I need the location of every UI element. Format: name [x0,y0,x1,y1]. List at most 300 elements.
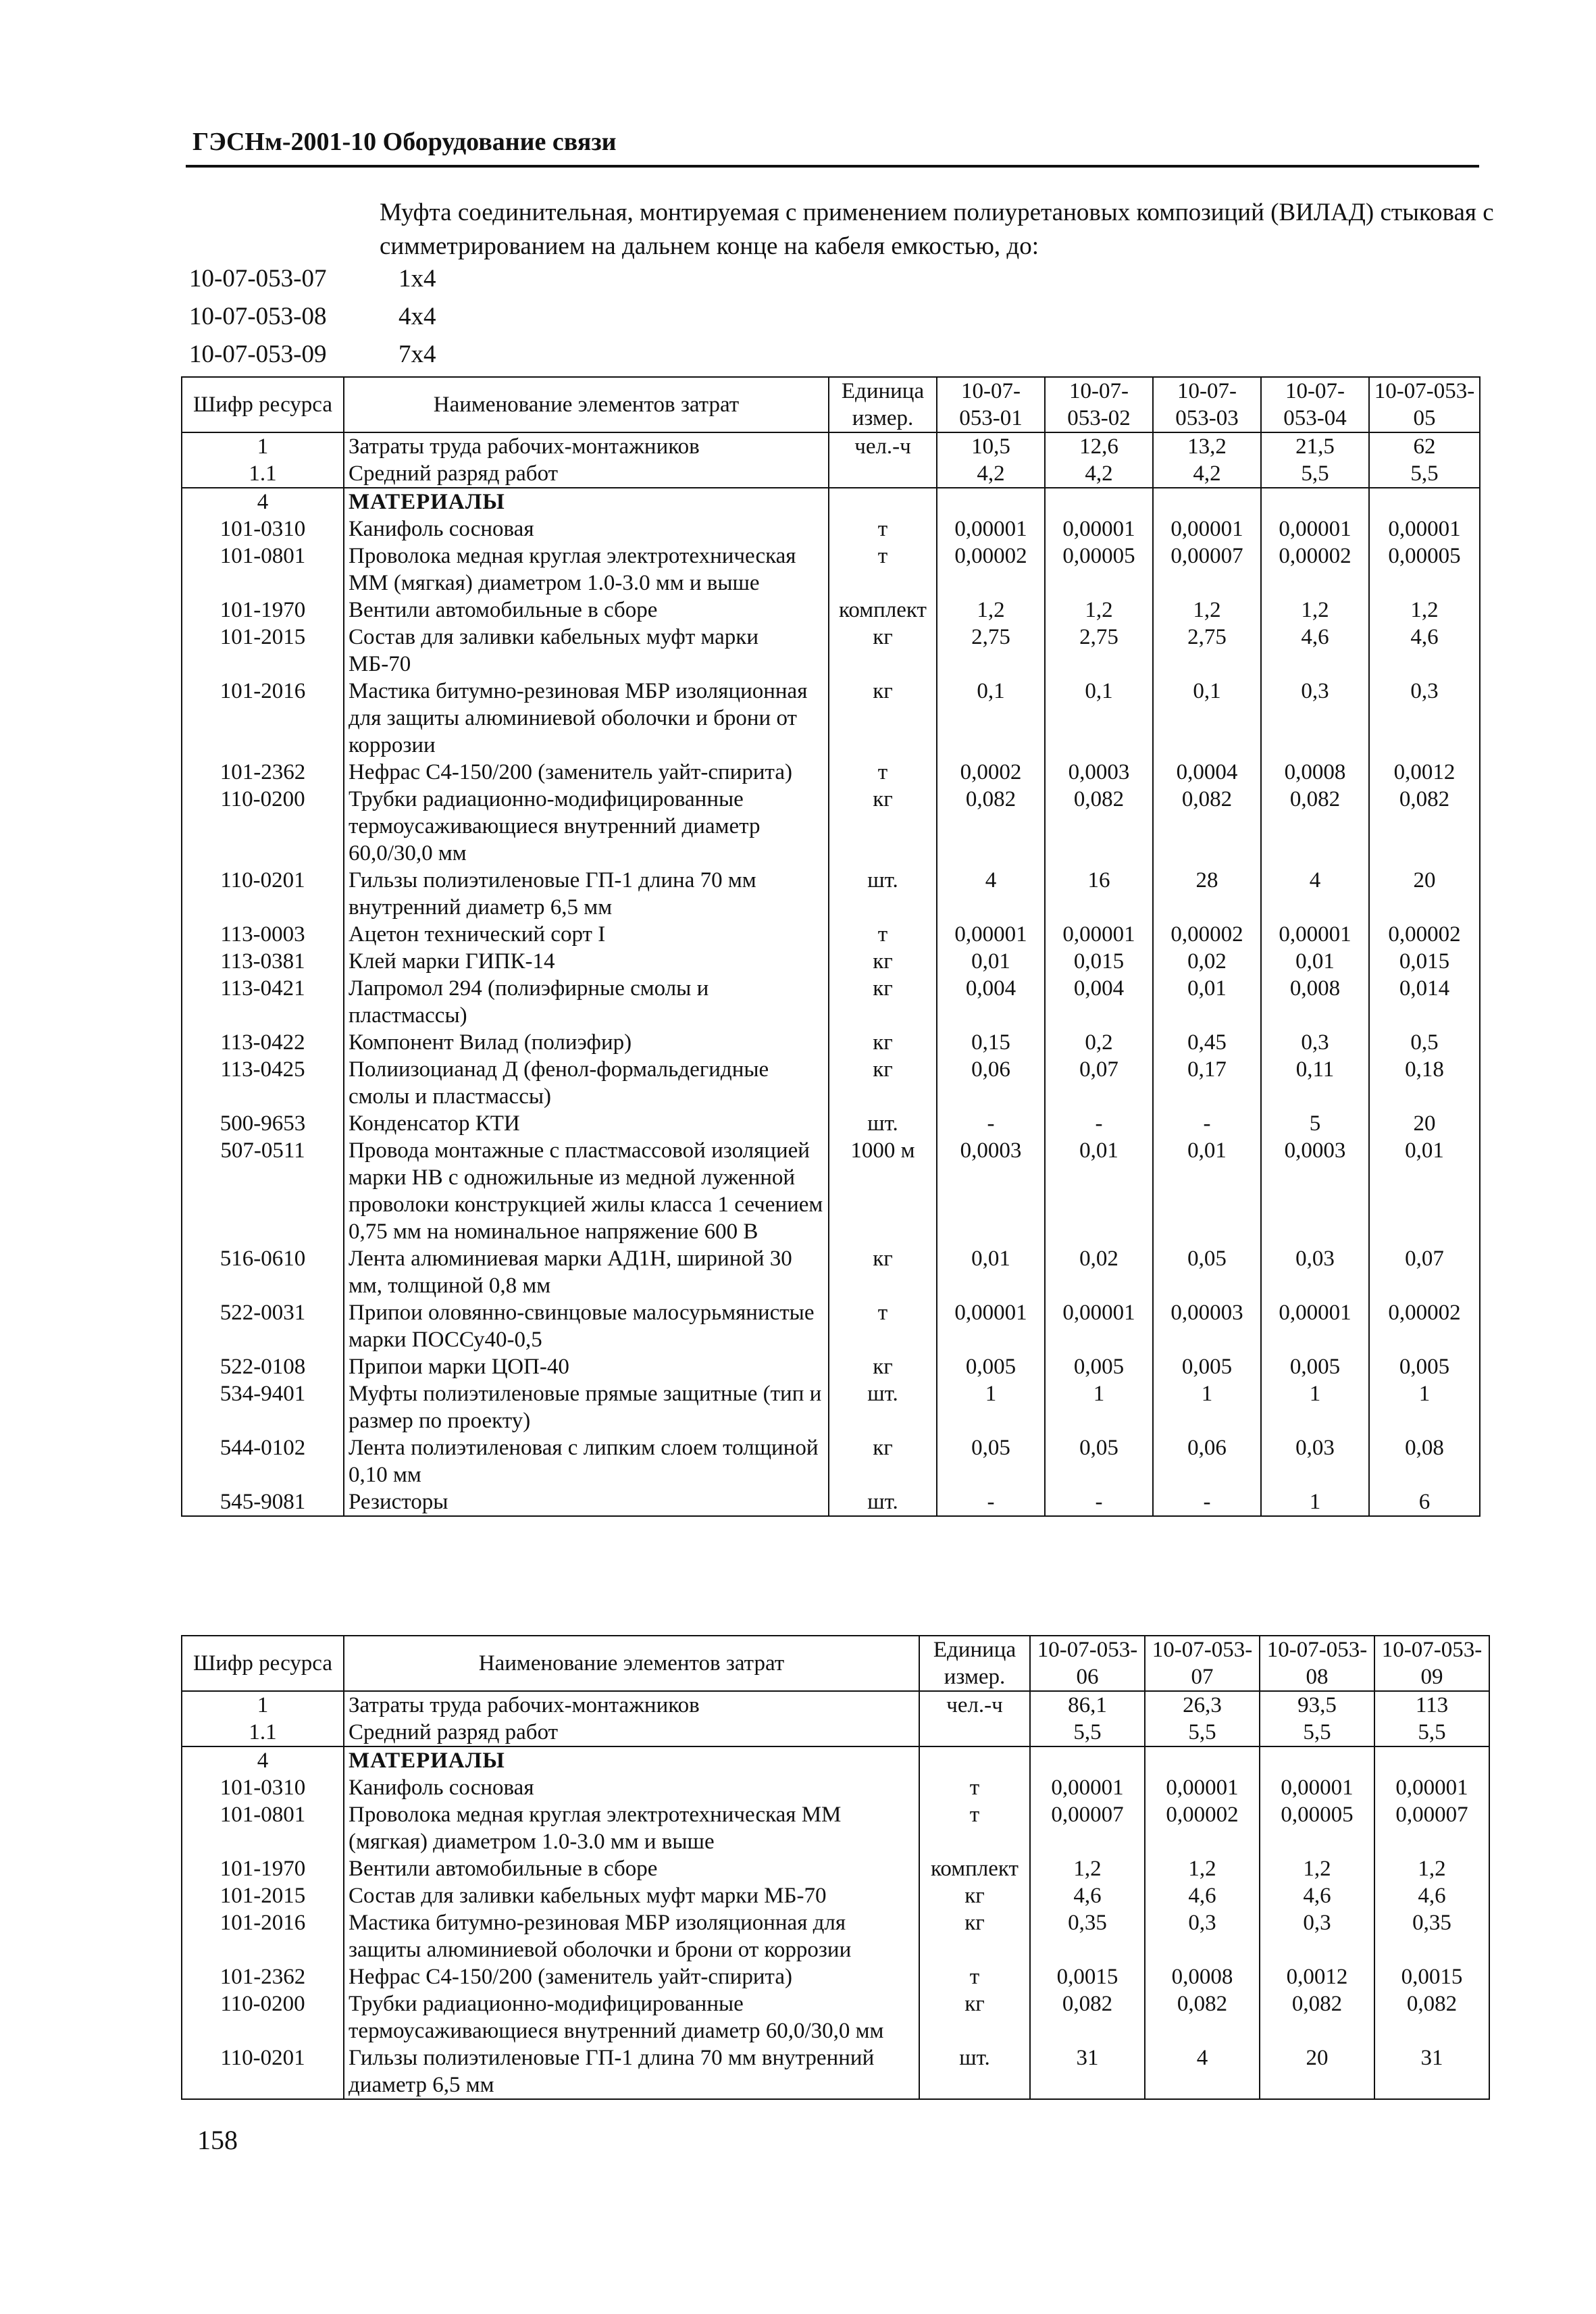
cell-value: 0,00001 [937,515,1045,543]
header-unit: Единица измер. [829,377,937,432]
cell-code: 1 [182,432,344,460]
cell-value: 0,015 [1045,948,1153,975]
cell-value: 0,3 [1261,678,1369,759]
header-col: 10-07-053-05 [1369,377,1480,432]
cell-value: 4 [1145,2044,1260,2099]
cell-code: 113-0381 [182,948,344,975]
table-row [182,1137,1480,1245]
cell-name: МАТЕРИАЛЫ [344,488,829,515]
header-title: ГЭСНм-2001-10 Оборудование связи [192,128,617,156]
code-id: 10-07-053-09 [189,341,327,368]
cell-value: 0,005 [1045,1353,1153,1380]
table-row [182,460,1480,488]
cell-code: 101-2016 [182,678,344,759]
cell-unit: шт. [829,867,937,921]
code-desc: 1x4 [398,265,436,293]
cell-value: 1,2 [1153,597,1261,624]
cell-value: 0,00001 [1045,1299,1153,1353]
table-row [182,1909,1489,1963]
cell-value: 0,00002 [937,543,1045,597]
cell-value: 0,01 [937,948,1045,975]
cell-value: 5,5 [1374,1719,1489,1746]
cell-value: 20 [1369,867,1480,921]
cell-unit: кг [829,1056,937,1110]
cell-value: 28 [1153,867,1261,921]
cell-code: 4 [182,488,344,515]
table-header-row [182,377,1480,432]
cell-value: 1,2 [1374,1855,1489,1882]
cell-value: 0,082 [1261,786,1369,867]
cell-code: 101-2015 [182,1882,344,1909]
cell-code: 113-0425 [182,1056,344,1110]
resource-table-1 [181,376,1481,1517]
cell-value [1030,1746,1145,1774]
cell-value: 0,015 [1369,948,1480,975]
page-number: 158 [197,2125,238,2155]
cell-value: 0,00002 [1145,1801,1260,1855]
table-row [182,1353,1480,1380]
cell-value: 0,0008 [1145,1963,1260,1990]
cell-value: 0,00001 [1260,1774,1374,1801]
cell-code: 1 [182,1691,344,1719]
cell-unit: т [919,1801,1030,1855]
cell-name: Состав для заливки кабельных муфт марки МБ-70 [344,624,829,678]
cell-name: Клей марки ГИПК-14 [344,948,829,975]
table-row [182,1774,1489,1801]
cell-value: 4,6 [1145,1882,1260,1909]
cell-value: 1 [1261,1488,1369,1516]
cell-name: Трубки радиационно-модифицированные термоусаживающиеся внутренний диаметр 60,0/30,0 мм [344,1990,919,2044]
cell-code: 534-9401 [182,1380,344,1434]
cell-name: Мастика битумно-резиновая МБР изоляционная для защиты алюминиевой оболочки и брони от коррозии [344,678,829,759]
header-col: 10-07-053-01 [937,377,1045,432]
header-code: Шифр ресурса [182,377,344,432]
cell-value: - [937,1110,1045,1137]
header-name: Наименование элементов затрат [344,1636,919,1691]
cell-value: 0,00002 [1369,921,1480,948]
cell-value: 0,1 [937,678,1045,759]
cell-value: 0,01 [937,1245,1045,1299]
cell-unit: 1000 м [829,1137,937,1245]
cell-value: 0,005 [1261,1353,1369,1380]
cell-unit: кг [829,1245,937,1299]
cell-value: 1,2 [1030,1855,1145,1882]
cell-code: 113-0422 [182,1029,344,1056]
cell-value: 0,004 [937,975,1045,1029]
cell-code: 101-2016 [182,1909,344,1963]
cell-value: 0,00001 [1261,1299,1369,1353]
cell-code: 113-0421 [182,975,344,1029]
cell-value: 0,005 [1153,1353,1261,1380]
cell-value: 0,03 [1261,1434,1369,1488]
cell-code: 1.1 [182,1719,344,1746]
cell-value: 0,0015 [1374,1963,1489,1990]
cell-value: 12,6 [1045,432,1153,460]
cell-value: 1,2 [1369,597,1480,624]
table-row [182,543,1480,597]
cell-value: 0,01 [1153,975,1261,1029]
cell-name: Канифоль сосновая [344,1774,919,1801]
cell-value [1374,1746,1489,1774]
cell-value: 4,2 [1045,460,1153,488]
cell-value: - [1045,1110,1153,1137]
cell-name: Нефрас С4-150/200 (заменитель уайт-спирита) [344,1963,919,1990]
cell-value [1261,488,1369,515]
table-header-row [182,1636,1489,1691]
cell-value: 0,01 [1369,1137,1480,1245]
cell-value: 0,0003 [1261,1137,1369,1245]
table-row [182,975,1480,1029]
cell-unit: шт. [829,1488,937,1516]
cell-value: 0,082 [1374,1990,1489,2044]
cell-value: 4,2 [1153,460,1261,488]
cell-unit: кг [829,678,937,759]
cell-value [1153,488,1261,515]
table-row [182,624,1480,678]
cell-value: 0,00007 [1030,1801,1145,1855]
cell-value: 0,06 [1153,1434,1261,1488]
code-row [189,260,436,298]
header-code: Шифр ресурса [182,1636,344,1691]
cell-name: Муфты полиэтиленовые прямые защитные (тип и размер по проекту) [344,1380,829,1434]
table-row [182,786,1480,867]
cell-value: 0,07 [1045,1056,1153,1110]
cell-value [1045,488,1153,515]
cell-unit [829,460,937,488]
cell-value: 4,6 [1374,1882,1489,1909]
cell-value: 0,05 [1153,1245,1261,1299]
cell-value: - [1153,1110,1261,1137]
cell-unit: комплект [919,1855,1030,1882]
header-col: 10-07-053-07 [1145,1636,1260,1691]
cell-name: Припои оловянно-свинцовые малосурьмянистые марки ПОССу40-0,5 [344,1299,829,1353]
cell-unit: шт. [829,1110,937,1137]
table-row [182,1380,1480,1434]
cell-unit: кг [829,948,937,975]
cell-value: 1,2 [1045,597,1153,624]
cell-value: 0,0004 [1153,759,1261,786]
cell-code: 113-0003 [182,921,344,948]
cell-unit: чел.-ч [829,432,937,460]
cell-unit: кг [829,975,937,1029]
cell-unit: шт. [919,2044,1030,2099]
cell-value: 4 [937,867,1045,921]
table-row [182,515,1480,543]
cell-name: Конденсатор КТИ [344,1110,829,1137]
cell-code: 1.1 [182,460,344,488]
cell-value: 0,1 [1153,678,1261,759]
cell-name: Проволока медная круглая электротехническая ММ (мягкая) диаметром 1.0-3.0 мм и выше [344,543,829,597]
cell-value: 0,0012 [1369,759,1480,786]
cell-value: - [1153,1488,1261,1516]
cell-value: 16 [1045,867,1153,921]
cell-value: - [937,1488,1045,1516]
table-row [182,1245,1480,1299]
cell-value: 0,02 [1153,948,1261,975]
table-row [182,1855,1489,1882]
cell-value: 0,0002 [937,759,1045,786]
cell-value: 0,06 [937,1056,1045,1110]
cell-value: 0,3 [1260,1909,1374,1963]
cell-value: 31 [1374,2044,1489,2099]
cell-name: Затраты труда рабочих-монтажников [344,1691,919,1719]
cell-name: Затраты труда рабочих-монтажников [344,432,829,460]
cell-value: 0,008 [1261,975,1369,1029]
cell-code: 110-0200 [182,1990,344,2044]
cell-value: 0,00001 [937,1299,1045,1353]
cell-value [1260,1746,1374,1774]
table-row [182,759,1480,786]
resource-table-2 [181,1635,1490,2100]
cell-value: 0,00003 [1153,1299,1261,1353]
cell-value: 0,0012 [1260,1963,1374,1990]
cell-value: 0,0008 [1261,759,1369,786]
cell-value: 0,00001 [1261,515,1369,543]
cell-name: Нефрас С4-150/200 (заменитель уайт-спирита) [344,759,829,786]
cell-name: Припои марки ЦОП-40 [344,1353,829,1380]
cell-value: 4,6 [1260,1882,1374,1909]
table-row [182,1434,1480,1488]
cell-name: Вентили автомобильные в сборе [344,597,829,624]
cell-code: 101-0801 [182,543,344,597]
header-name: Наименование элементов затрат [344,377,829,432]
cell-value: 4,6 [1261,624,1369,678]
cell-code: 110-0200 [182,786,344,867]
cell-value: 4,2 [937,460,1045,488]
cell-value: 0,00007 [1374,1801,1489,1855]
cell-value: 0,5 [1369,1029,1480,1056]
cell-code: 101-2362 [182,759,344,786]
cell-value: 0,18 [1369,1056,1480,1110]
cell-name: Ацетон технический сорт I [344,921,829,948]
cell-value: 113 [1374,1691,1489,1719]
cell-value: 0,1 [1045,678,1153,759]
cell-value: 0,00001 [1145,1774,1260,1801]
cell-unit: кг [829,624,937,678]
page-header [186,127,1479,168]
cell-value: 0,08 [1369,1434,1480,1488]
cell-name: Гильзы полиэтиленовые ГП-1 длина 70 мм внутренний диаметр 6,5 мм [344,2044,919,2099]
header-col: 10-07-053-02 [1045,377,1153,432]
table-row [182,597,1480,624]
table-row [182,867,1480,921]
cell-value: 2,75 [937,624,1045,678]
cell-value: 1 [937,1380,1045,1434]
cell-code: 110-0201 [182,867,344,921]
cell-code: 545-9081 [182,1488,344,1516]
cell-name: Лента полиэтиленовая с липким слоем толщиной 0,10 мм [344,1434,829,1488]
code-id: 10-07-053-08 [189,303,327,330]
cell-value: 0,00002 [1153,921,1261,948]
cell-value: 20 [1369,1110,1480,1137]
cell-name: Компонент Вилад (полиэфир) [344,1029,829,1056]
cell-value: 0,00007 [1153,543,1261,597]
header-col: 10-07-053-03 [1153,377,1261,432]
cell-code: 522-0031 [182,1299,344,1353]
table-row [182,1746,1489,1774]
table-row [182,1719,1489,1746]
cell-value: 0,082 [1030,1990,1145,2044]
cell-value: 0,02 [1045,1245,1153,1299]
cell-value: 5,5 [1261,460,1369,488]
cell-value: 0,00005 [1260,1801,1374,1855]
cell-unit: т [829,543,937,597]
cell-value: 0,2 [1045,1029,1153,1056]
table-row [182,1691,1489,1719]
cell-value: 0,082 [1145,1990,1260,2044]
cell-code: 101-0310 [182,1774,344,1801]
cell-unit: т [919,1963,1030,1990]
cell-code: 4 [182,1746,344,1774]
cell-name: Проволока медная круглая электротехническая ММ (мягкая) диаметром 1.0-3.0 мм и выше [344,1801,919,1855]
cell-value: 6 [1369,1488,1480,1516]
cell-value: 0,03 [1261,1245,1369,1299]
cell-name: МАТЕРИАЛЫ [344,1746,919,1774]
cell-code: 516-0610 [182,1245,344,1299]
table-row [182,488,1480,515]
table-row [182,1990,1489,2044]
cell-name: Резисторы [344,1488,829,1516]
cell-value: 1,2 [937,597,1045,624]
cell-value: 0,00002 [1261,543,1369,597]
cell-value: 0,11 [1261,1056,1369,1110]
cell-value: 0,00001 [1045,515,1153,543]
cell-unit: кг [919,1882,1030,1909]
cell-unit: т [829,515,937,543]
cell-unit: шт. [829,1380,937,1434]
cell-value: 0,00001 [1045,921,1153,948]
cell-value: 0,17 [1153,1056,1261,1110]
header-col: 10-07-053-09 [1374,1636,1489,1691]
cell-value: 0,05 [1045,1434,1153,1488]
cell-code: 544-0102 [182,1434,344,1488]
cell-value: 20 [1260,2044,1374,2099]
code-row [189,336,436,374]
cell-value: 2,75 [1153,624,1261,678]
cell-unit: чел.-ч [919,1691,1030,1719]
cell-value: 26,3 [1145,1691,1260,1719]
cell-code: 101-1970 [182,1855,344,1882]
code-row [189,298,436,336]
cell-value: 5,5 [1369,460,1480,488]
cell-value: 1 [1153,1380,1261,1434]
cell-value: 13,2 [1153,432,1261,460]
cell-value: 5 [1261,1110,1369,1137]
cell-value: 0,0003 [1045,759,1153,786]
table-row [182,1488,1480,1516]
cell-name: Лента алюминиевая марки АД1Н, шириной 30 мм, толщиной 0,8 мм [344,1245,829,1299]
table-row [182,432,1480,460]
cell-name: Средний разряд работ [344,460,829,488]
cell-value: 0,082 [937,786,1045,867]
cell-value: 0,00005 [1369,543,1480,597]
cell-value: 0,15 [937,1029,1045,1056]
cell-unit: комплект [829,597,937,624]
cell-value: 4 [1261,867,1369,921]
code-list [189,260,436,374]
code-desc: 4x4 [398,303,436,330]
cell-code: 101-1970 [182,597,344,624]
cell-name: Средний разряд работ [344,1719,919,1746]
cell-value: 0,082 [1045,786,1153,867]
table-row [182,1029,1480,1056]
cell-name: Мастика битумно-резиновая МБР изоляционная для защиты алюминиевой оболочки и брони от коррозии [344,1909,919,1963]
cell-value: 0,35 [1030,1909,1145,1963]
table-row [182,1299,1480,1353]
table-row [182,1882,1489,1909]
cell-value: 1,2 [1260,1855,1374,1882]
cell-unit: кг [919,1909,1030,1963]
cell-unit [919,1719,1030,1746]
cell-value: 0,00001 [1261,921,1369,948]
cell-value: 0,3 [1369,678,1480,759]
cell-value: 0,014 [1369,975,1480,1029]
cell-value: 0,0003 [937,1137,1045,1245]
cell-value: 1 [1045,1380,1153,1434]
cell-value: 1 [1369,1380,1480,1434]
table-row [182,1801,1489,1855]
header-unit: Единица измер. [919,1636,1030,1691]
cell-value [1145,1746,1260,1774]
cell-value: 0,01 [1045,1137,1153,1245]
cell-name: Лапромол 294 (полиэфирные смолы и пластмассы) [344,975,829,1029]
cell-value: 0,00001 [1030,1774,1145,1801]
cell-value: 0,05 [937,1434,1045,1488]
cell-name: Полиизоцианад Д (фенол-формальдегидные смолы и пластмассы) [344,1056,829,1110]
cell-value: 2,75 [1045,624,1153,678]
header-col: 10-07-053-06 [1030,1636,1145,1691]
cell-value: 0,005 [1369,1353,1480,1380]
cell-unit: т [829,921,937,948]
cell-value: 1 [1261,1380,1369,1434]
cell-value: 0,00001 [1153,515,1261,543]
cell-value: - [1045,1488,1153,1516]
cell-code: 507-0511 [182,1137,344,1245]
header-col: 10-07-053-08 [1260,1636,1374,1691]
cell-unit [919,1746,1030,1774]
cell-code: 522-0108 [182,1353,344,1380]
cell-name: Провода монтажные с пластмассовой изоляцией марки НВ с одножильные из медной луженной проволоки конструкцией жилы класса 1 сечением 0,75 мм на номинальное напряжение 600 В [344,1137,829,1245]
table-row [182,678,1480,759]
cell-name: Состав для заливки кабельных муфт марки МБ-70 [344,1882,919,1909]
cell-code: 101-2362 [182,1963,344,1990]
cell-unit: кг [829,1434,937,1488]
cell-value: 1,2 [1261,597,1369,624]
cell-value: 10,5 [937,432,1045,460]
cell-value: 0,082 [1369,786,1480,867]
cell-value: 0,00001 [937,921,1045,948]
cell-name: Вентили автомобильные в сборе [344,1855,919,1882]
cell-name: Гильзы полиэтиленовые ГП-1 длина 70 мм внутренний диаметр 6,5 мм [344,867,829,921]
table-row [182,1963,1489,1990]
cell-value: 86,1 [1030,1691,1145,1719]
cell-code: 101-0801 [182,1801,344,1855]
cell-value: 0,005 [937,1353,1045,1380]
cell-value: 93,5 [1260,1691,1374,1719]
table-row [182,1110,1480,1137]
code-desc: 7x4 [398,341,436,368]
cell-value: 0,3 [1261,1029,1369,1056]
table-row [182,1056,1480,1110]
table-row [182,921,1480,948]
code-id: 10-07-053-07 [189,265,327,293]
header-col: 10-07-053-04 [1261,377,1369,432]
cell-value: 1,2 [1145,1855,1260,1882]
cell-name: Канифоль сосновая [344,515,829,543]
cell-code: 101-2015 [182,624,344,678]
intro-text: Муфта соединительная, монтируемая с применением полиуретановых композиций (ВИЛАД) стыковая с симметрированием на дальнем конце на кабеля емкостью, до: [380,199,1494,260]
cell-value [937,488,1045,515]
